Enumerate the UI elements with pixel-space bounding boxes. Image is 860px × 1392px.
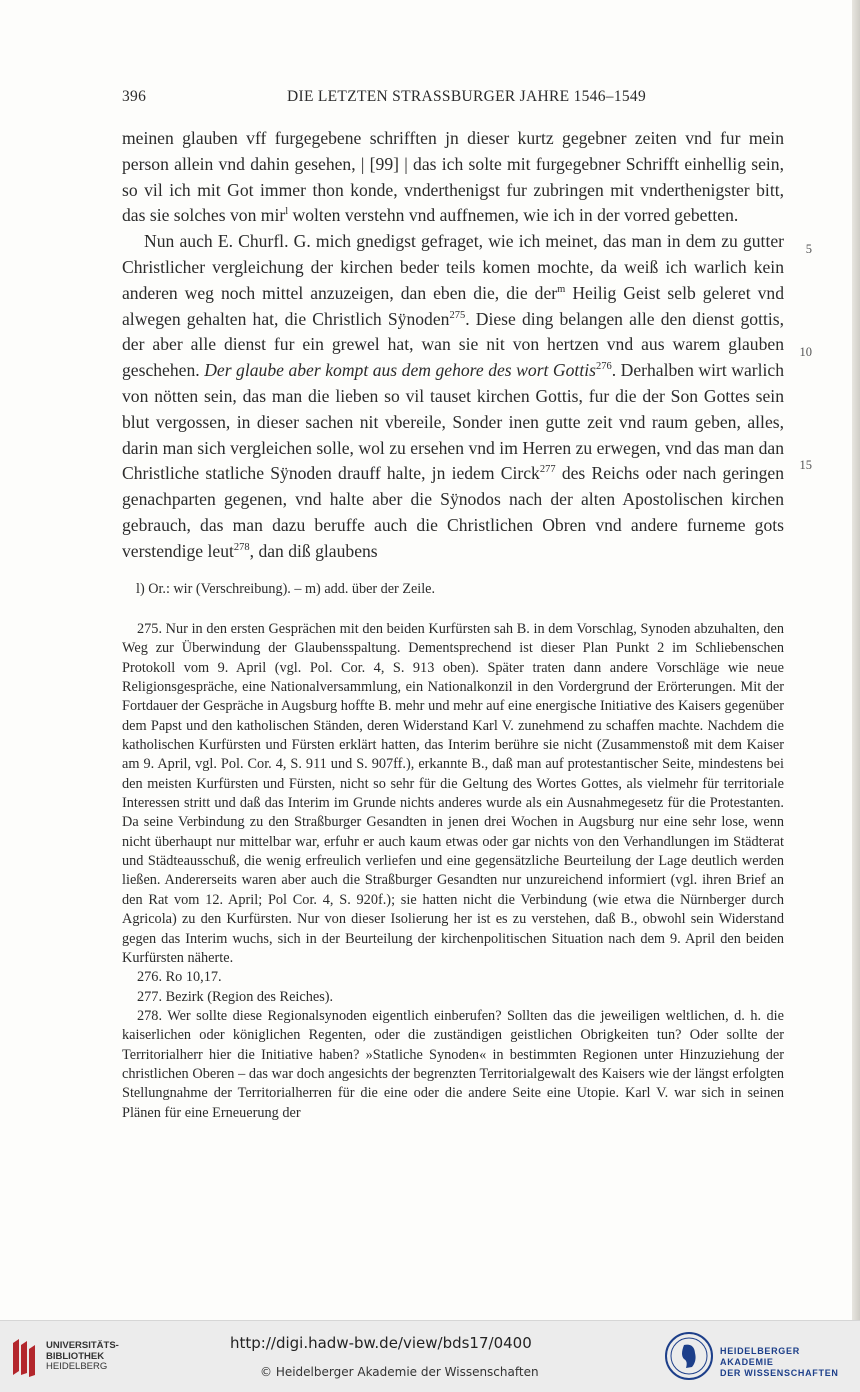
permalink-url[interactable]: http://digi.hadw-bw.de/view/bds17/0400 [230, 1334, 532, 1352]
footnote-ref-277: 277 [539, 464, 556, 476]
note-ref-m: m [557, 283, 566, 295]
running-title: DIE LETZTEN STRASSBURGER JAHRE 1546–1549 [287, 88, 647, 105]
academy-logo[interactable] [664, 1331, 854, 1383]
footnote-276: 276. Ro 10,17. [137, 969, 222, 986]
critical-apparatus: l) Or.: wir (Verschreibung). – m) add. über der Zeile. [136, 581, 436, 597]
footnote-278: 278. Wer sollte diese Regionalsynoden eigentlich einberufen? Sollten das die jeweiligen weltlichen, d. h. die kaiserlichen oder königlichen Regenten, oder die zuständigen geistlichen Obrigkeiten tun? Oder sollte der Territorialherr hier die Initiative haben? »Statliche Synoden« in bestimmten Regionen unter Hinzuziehung der christlichen Oberen – das war doch angesichts der begrenzten Territorialgewalt des Kaisers wie der längst erfolgten Stellungnahme der Territorialherren für die eine oder die andere Seite eine Utopie. Karl V. war sich in seinen Plänen für eine Erneuerung der [122, 1007, 784, 1121]
italic-quote: Der glaube aber kompt aus dem gehore des wort Gottis [204, 360, 596, 381]
page-edge-shadow [852, 0, 860, 1320]
footnotes [122, 620, 784, 1123]
paragraph-2: Nun auch E. Churfl. G. mich gnedigst gefraget, wie ich meinet, das man in dem zu gutter Christlicher vergleichung der kirchen beder teils komen mochte, da weiß ich warlich kein anderen weg noch mittel anzuzeigen, dan eben die, die der$^m$ Heilig Geist selb geleret vnd alwegen gehalten hat, die Christlich Sÿnoden$^{275}$. Diese ding belangen alle den dienst gottis, der aber alle dienst fur ein grewel hat, wan sie nit von hertzen vnd aus warem glauben geschehen. Der glaube aber kompt aus dem gehore des wort Gottis$^{276}$. Derhalben wirt warlich von nötten sein, das man die lieben so vil tauset kirchen Gottis, fur die der Son Gottes sein blut vergossen, in dieser sachen nit vbereile, Sonder inen gutte zeit vnd raum geben, alles, darin man sich vergleichen solle, wol zu ersehen vnd im Herren zu erwegen, vnd das man dan Christliche statliche Sÿnoden drauff halte, jn iedem Circk$^{277}$ des Reichs oder nach geringen genachparten gegenen, vnd halte aber die Sÿnodos nach der alten Apostolischen kirchen gebrauch, das man dazu beruffe auch die Christlichen Obren vnd andere furneme gots verstendige leut$^{278}$, dan diß glaubens [122, 231, 784, 561]
footnote-ref-278: 278 [233, 541, 250, 553]
viewer-footer [0, 1320, 860, 1392]
line-number-5: 5 [805, 242, 812, 256]
running-header [122, 88, 782, 112]
copyright-notice: © Heidelberger Akademie der Wissenschaften [260, 1365, 539, 1379]
footnote-277: 277. Bezirk (Region des Reiches). [137, 988, 334, 1005]
library-logo-text: UNIVERSITÄTS- BIBLIOTHEK HEIDELBERG [46, 1340, 119, 1372]
paragraph-1: meinen glauben vff furgegebene schrifften jn dieser kurtz gegebner zeiten vnd fur mein person allein vnd dahin gesehen, | [99] | das ich solte mit furgegebner Schrifft einhellig sein, so vil ich mit Got immer thon konde, vnderthenigst fur zubringen mit vnderthenigster bitt, das sie solches von mir$^l$ wolten verstehn vnd auffnemen, wie ich in der vorred gebetten. [122, 128, 784, 226]
line-number-10: 10 [799, 345, 812, 359]
footnote-ref-276: 276 [595, 361, 612, 373]
main-text [122, 126, 784, 565]
line-number-15: 15 [799, 458, 812, 472]
academy-seal-icon [664, 1331, 714, 1381]
note-ref-l: l [285, 206, 289, 218]
library-logo-icon [10, 1335, 38, 1379]
footnote-275: 275. Nur in den ersten Gesprächen mit den beiden Kurfürsten sah B. in dem Vorschlag, Synoden abzuhalten, den Weg zur Überwindung der Glaubensspaltung. Dementsprechend ist dieser Plan Punkt 2 im Schliebenschen Protokoll vom 9. April (vgl. Pol. Cor. 4, S. 913 oben). Später traten dann andere Vorschläge wie neue Religionsgespräche, eine Nationalversammlung, ein Nationalkonzil in den Vordergrund der Erörterungen. Mit der Fortdauer der Gespräche in Augsburg hoffte B. mehr und mehr auf eine energische Initiative des Kaisers gegenüber dem Papst und den katholischen Ständen, deren Widerstand Karl V. zunehmend zu schaffen machte. Nachdem die katholischen Kurfürsten und Fürsten erklärt hatten, das Interim berühre sie nicht (Zusammenstoß mit dem Kaiser am 9. April, vgl. Pol. Cor. 4, S. 911 und S. 907ff.), erkannte B., daß man auf protestantischer Seite, mindestens bei den meisten Kurfürsten und Fürsten, nicht so sehr für die Geltung des Wortes Gottes, als vielmehr für territoriale Interessen stritt und daß das Interim im Grunde nichts anderes wurde als ein Ausnahmegesetz für die Protestanten. Da seine Verbindung zu den Straßburger Gesandten in jenen drei Wochen in Augsburg nur eine sehr lose, wenn nicht überhaupt nur mittelbar war, erfuhr er auch kaum etwas oder gar nichts von den Verhandlungen im Städterat und Städteausschuß, die wenig erfreulich verliefen und eine gegensätzliche Beurteilung der Lage deutlich werden ließen. Andererseits waren aber auch die Straßburger Gesandten nur unzureichend informiert (vgl. ihren Brief an den Rat vom 12. April; Pol Cor. 4, S. 920f.); sie hatten nicht die Verbindung (wie etwa die Nürnberger durch Agricola) zu den Kurfürsten. Nur von dieser Isolierung her ist es zu verstehen, daß B., obwohl sein Widerstand gegen das Interim wuchs, sich in der Beurteilung der kirchenpolitischen Situation nach dem 9. April den beiden Kurfürsten näherte. [122, 621, 784, 966]
page-number: 396 [122, 88, 147, 105]
footnote-ref-275: 275 [449, 309, 466, 321]
academy-logo-text: HEIDELBERGER AKADEMIE DER WISSENSCHAFTEN [720, 1346, 839, 1378]
university-library-logo[interactable] [10, 1333, 122, 1381]
